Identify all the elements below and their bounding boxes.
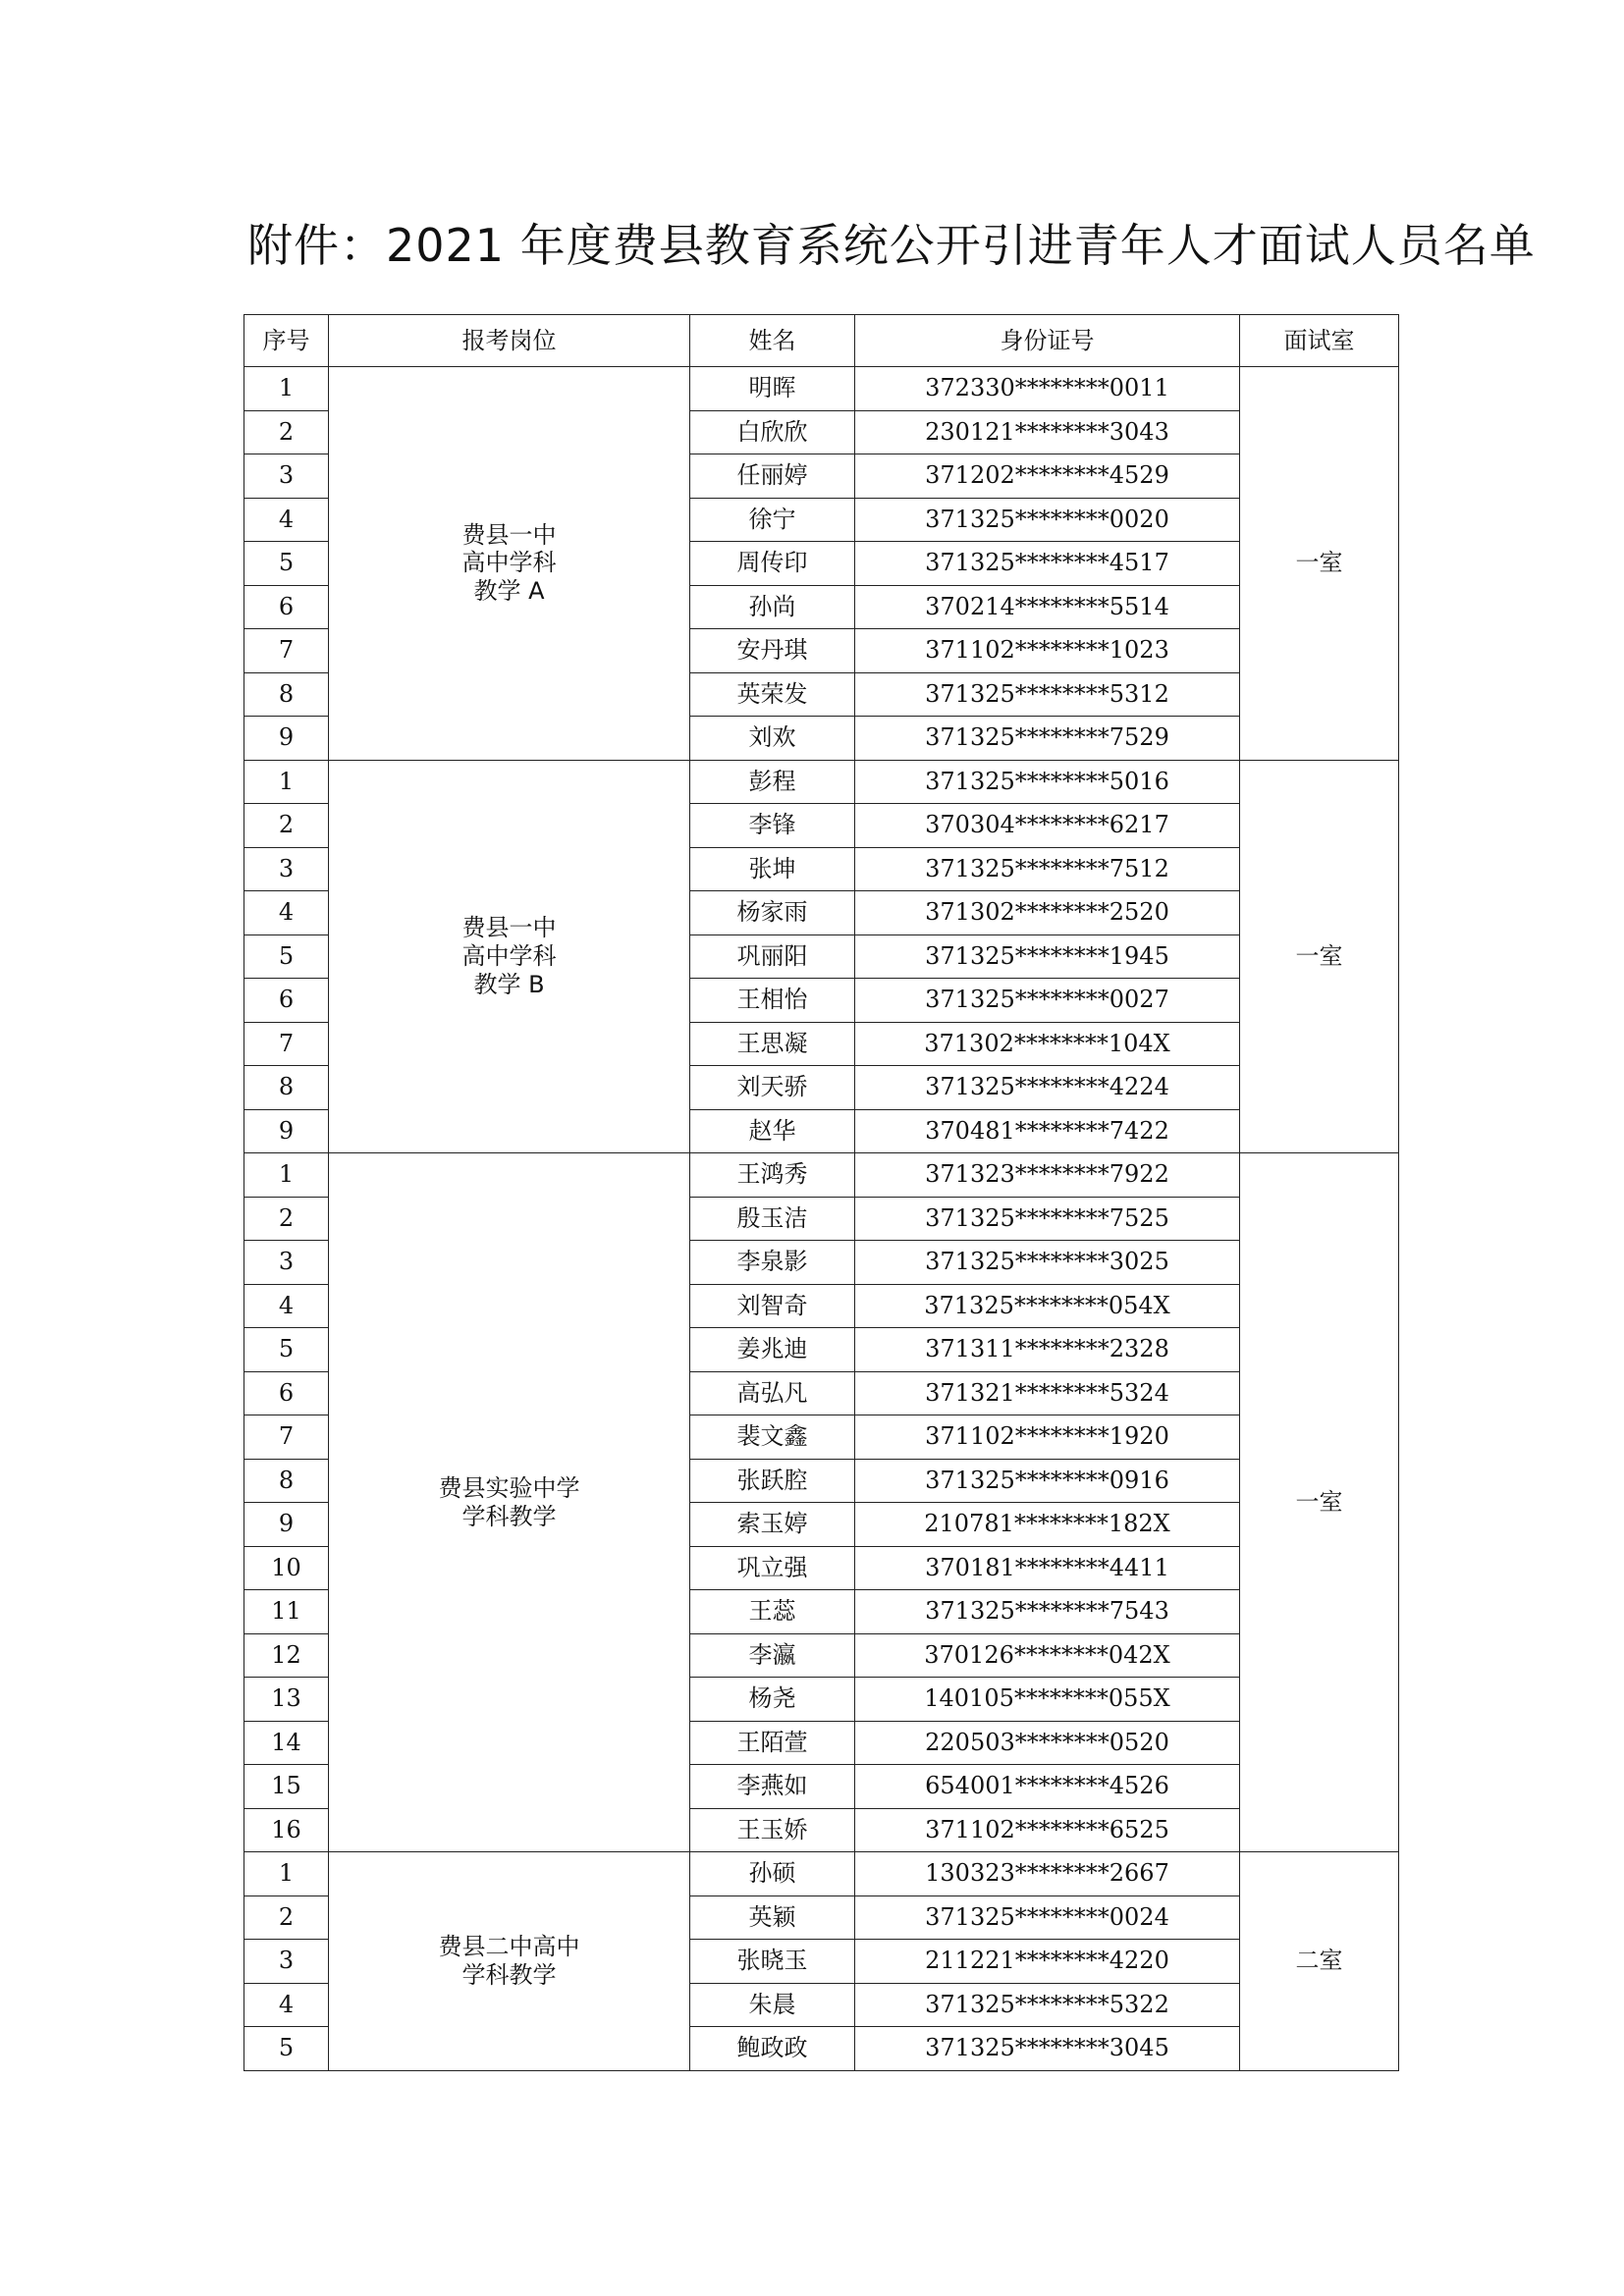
cell-serial: 11 — [244, 1590, 329, 1634]
post-line: 学科教学 — [461, 1502, 557, 1530]
header-id-number: 身份证号 — [855, 315, 1240, 367]
cell-id-number: 371325********3025 — [855, 1241, 1240, 1285]
cell-serial: 7 — [244, 629, 329, 673]
cell-id-number: 371325********4517 — [855, 542, 1240, 586]
cell-serial: 2 — [244, 410, 329, 454]
table-row — [244, 367, 1399, 411]
cell-id-number: 371102********6525 — [855, 1808, 1240, 1852]
cell-name: 张跃腔 — [690, 1459, 855, 1503]
cell-id-number: 230121********3043 — [855, 410, 1240, 454]
cell-id-number: 210781********182X — [855, 1503, 1240, 1547]
cell-serial: 1 — [244, 367, 329, 411]
cell-serial: 5 — [244, 1328, 329, 1372]
cell-id-number: 371325********1945 — [855, 934, 1240, 979]
cell-name: 姜兆迪 — [690, 1328, 855, 1372]
candidate-table — [244, 314, 1399, 2071]
cell-name: 王思凝 — [690, 1022, 855, 1066]
post-line: 学科教学 — [461, 1960, 557, 1989]
cell-serial: 15 — [244, 1765, 329, 1809]
cell-serial: 9 — [244, 717, 329, 761]
cell-name: 周传印 — [690, 542, 855, 586]
cell-id-number: 371325********3045 — [855, 2027, 1240, 2071]
cell-serial: 1 — [244, 1153, 329, 1198]
cell-id-number: 371325********7525 — [855, 1197, 1240, 1241]
post-line: 费县二中高中 — [438, 1932, 580, 1960]
cell-serial: 5 — [244, 2027, 329, 2071]
header-name: 姓名 — [690, 315, 855, 367]
cell-serial: 9 — [244, 1109, 329, 1153]
header-room: 面试室 — [1240, 315, 1399, 367]
cell-serial: 8 — [244, 1066, 329, 1110]
post-line: 费县一中 — [461, 914, 557, 942]
cell-post — [329, 1153, 690, 1852]
cell-id-number: 371325********5016 — [855, 760, 1240, 804]
cell-name: 张坤 — [690, 847, 855, 891]
page-title: 附件：2021 年度费县教育系统公开引进青年人才面试人员名单 — [247, 219, 1536, 272]
cell-id-number: 370214********5514 — [855, 585, 1240, 629]
cell-serial: 1 — [244, 1852, 329, 1896]
cell-name: 王相怡 — [690, 979, 855, 1023]
cell-name: 王蕊 — [690, 1590, 855, 1634]
cell-name: 李泉影 — [690, 1241, 855, 1285]
cell-serial: 5 — [244, 934, 329, 979]
cell-name: 高弘凡 — [690, 1371, 855, 1415]
cell-serial: 4 — [244, 1983, 329, 2027]
cell-id-number: 371321********5324 — [855, 1371, 1240, 1415]
cell-name: 索玉婷 — [690, 1503, 855, 1547]
cell-serial: 3 — [244, 454, 329, 499]
cell-name: 刘智奇 — [690, 1284, 855, 1328]
cell-name: 李锋 — [690, 804, 855, 848]
cell-name: 王陌萱 — [690, 1721, 855, 1765]
cell-id-number: 371325********5322 — [855, 1983, 1240, 2027]
cell-name: 李瀛 — [690, 1633, 855, 1678]
cell-id-number: 371302********104X — [855, 1022, 1240, 1066]
cell-name: 张晓玉 — [690, 1940, 855, 1984]
cell-name: 李燕如 — [690, 1765, 855, 1809]
cell-serial: 8 — [244, 672, 329, 717]
cell-id-number: 211221********4220 — [855, 1940, 1240, 1984]
cell-name: 杨家雨 — [690, 891, 855, 935]
cell-name: 徐宁 — [690, 498, 855, 542]
table-header-row — [244, 315, 1399, 367]
cell-id-number: 371102********1920 — [855, 1415, 1240, 1460]
cell-serial: 3 — [244, 847, 329, 891]
cell-name: 刘欢 — [690, 717, 855, 761]
cell-id-number: 371325********5312 — [855, 672, 1240, 717]
post-line: 高中学科 — [461, 941, 557, 970]
table-row — [244, 1852, 1399, 1896]
cell-room: 一室 — [1240, 1153, 1399, 1852]
cell-name: 英颖 — [690, 1896, 855, 1940]
cell-serial: 13 — [244, 1678, 329, 1722]
cell-name: 巩立强 — [690, 1546, 855, 1590]
table-row — [244, 760, 1399, 804]
post-line: 费县一中 — [461, 520, 557, 549]
cell-id-number: 654001********4526 — [855, 1765, 1240, 1809]
cell-serial: 6 — [244, 1371, 329, 1415]
cell-name: 裴文鑫 — [690, 1415, 855, 1460]
cell-post — [329, 760, 690, 1153]
cell-id-number: 371325********4224 — [855, 1066, 1240, 1110]
cell-serial: 4 — [244, 1284, 329, 1328]
cell-name: 彭程 — [690, 760, 855, 804]
cell-serial: 4 — [244, 891, 329, 935]
cell-serial: 5 — [244, 542, 329, 586]
cell-name: 王鸿秀 — [690, 1153, 855, 1198]
cell-id-number: 370481********7422 — [855, 1109, 1240, 1153]
cell-id-number: 371325********7529 — [855, 717, 1240, 761]
cell-id-number: 371102********1023 — [855, 629, 1240, 673]
cell-id-number: 371323********7922 — [855, 1153, 1240, 1198]
cell-id-number: 140105********055X — [855, 1678, 1240, 1722]
cell-name: 刘天骄 — [690, 1066, 855, 1110]
cell-id-number: 371202********4529 — [855, 454, 1240, 499]
post-line: 高中学科 — [461, 549, 557, 577]
cell-room: 一室 — [1240, 367, 1399, 761]
cell-serial: 2 — [244, 1896, 329, 1940]
cell-id-number: 220503********0520 — [855, 1721, 1240, 1765]
cell-name: 孙尚 — [690, 585, 855, 629]
cell-serial: 9 — [244, 1503, 329, 1547]
cell-name: 殷玉洁 — [690, 1197, 855, 1241]
cell-id-number: 371325********054X — [855, 1284, 1240, 1328]
cell-name: 巩丽阳 — [690, 934, 855, 979]
post-line: 教学 A — [473, 577, 545, 606]
cell-serial: 8 — [244, 1459, 329, 1503]
cell-serial: 7 — [244, 1022, 329, 1066]
cell-name: 朱晨 — [690, 1983, 855, 2027]
cell-name: 任丽婷 — [690, 454, 855, 499]
cell-serial: 2 — [244, 804, 329, 848]
cell-name: 赵华 — [690, 1109, 855, 1153]
cell-id-number: 371325********7512 — [855, 847, 1240, 891]
cell-name: 英荣发 — [690, 672, 855, 717]
cell-serial: 6 — [244, 585, 329, 629]
cell-serial: 12 — [244, 1633, 329, 1678]
cell-id-number: 372330********0011 — [855, 367, 1240, 411]
post-line: 教学 B — [473, 970, 545, 998]
cell-post — [329, 367, 690, 761]
cell-id-number: 130323********2667 — [855, 1852, 1240, 1896]
cell-serial: 3 — [244, 1241, 329, 1285]
cell-id-number: 370304********6217 — [855, 804, 1240, 848]
cell-name: 白欣欣 — [690, 410, 855, 454]
cell-serial: 1 — [244, 760, 329, 804]
cell-name: 王玉娇 — [690, 1808, 855, 1852]
cell-serial: 4 — [244, 498, 329, 542]
cell-name: 孙硕 — [690, 1852, 855, 1896]
cell-id-number: 371325********0916 — [855, 1459, 1240, 1503]
post-line: 费县实验中学 — [438, 1473, 580, 1502]
cell-id-number: 370181********4411 — [855, 1546, 1240, 1590]
header-post: 报考岗位 — [329, 315, 690, 367]
cell-serial: 2 — [244, 1197, 329, 1241]
table-body — [244, 367, 1399, 2071]
cell-serial: 6 — [244, 979, 329, 1023]
cell-name: 安丹琪 — [690, 629, 855, 673]
cell-id-number: 371325********0027 — [855, 979, 1240, 1023]
table-row — [244, 1153, 1399, 1198]
cell-name: 明晖 — [690, 367, 855, 411]
cell-serial: 14 — [244, 1721, 329, 1765]
cell-id-number: 371311********2328 — [855, 1328, 1240, 1372]
cell-serial: 10 — [244, 1546, 329, 1590]
cell-id-number: 371325********0024 — [855, 1896, 1240, 1940]
cell-room: 二室 — [1240, 1852, 1399, 2071]
header-serial: 序号 — [244, 315, 329, 367]
cell-room: 一室 — [1240, 760, 1399, 1153]
cell-post — [329, 1852, 690, 2071]
cell-serial: 3 — [244, 1940, 329, 1984]
cell-id-number: 370126********042X — [855, 1633, 1240, 1678]
cell-id-number: 371302********2520 — [855, 891, 1240, 935]
cell-id-number: 371325********0020 — [855, 498, 1240, 542]
cell-name: 鲍政政 — [690, 2027, 855, 2071]
cell-serial: 7 — [244, 1415, 329, 1460]
cell-id-number: 371325********7543 — [855, 1590, 1240, 1634]
cell-name: 杨尧 — [690, 1678, 855, 1722]
cell-serial: 16 — [244, 1808, 329, 1852]
